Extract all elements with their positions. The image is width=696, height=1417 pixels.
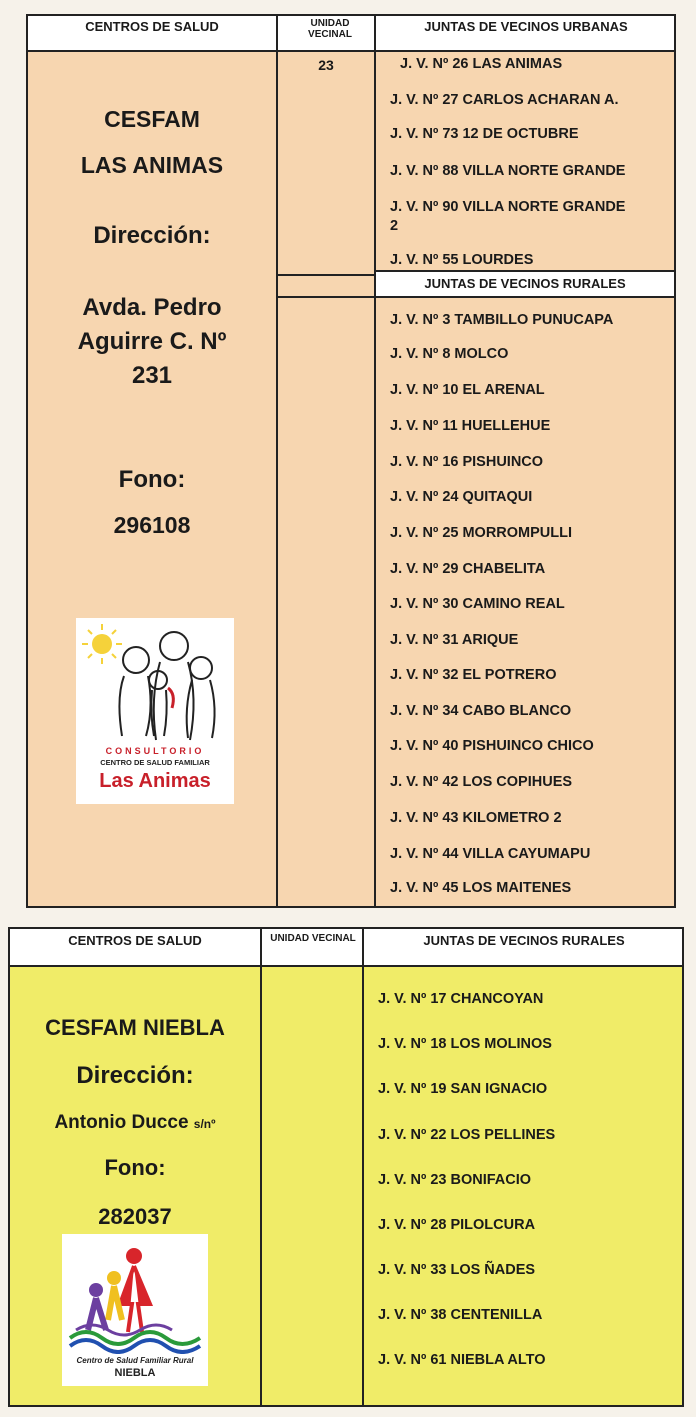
table1-rural-row: J. V. Nº 8 MOLCO	[390, 346, 509, 362]
table1-col-divider-1	[276, 14, 278, 908]
table2-phone: 282037	[98, 1204, 172, 1229]
table1-urbana-row: J. V. Nº 27 CARLOS ACHARAN A.	[390, 92, 619, 108]
table1-col-divider-2	[374, 14, 376, 908]
table2-rural-row: J. V. Nº 23 BONIFACIO	[378, 1172, 532, 1188]
table2-address-street: Antonio Ducce	[54, 1112, 189, 1133]
table1-rural-row: J. V. Nº 16 PISHUINCO	[390, 454, 544, 470]
table1-urbana-row: J. V. Nº 55 LOURDES	[390, 252, 534, 268]
table2-header-centros: CENTROS DE SALUD	[68, 933, 202, 948]
table1-unidad-split	[276, 274, 376, 276]
table1-rural-row: J. V. Nº 29 CHABELITA	[390, 561, 546, 577]
table2-header-unidad: UNIDAD VECINAL	[270, 933, 356, 944]
table2-rural-row: J. V. Nº 38 CENTENILLA	[378, 1307, 543, 1323]
table1-rural-row: J. V. Nº 40 PISHUINCO CHICO	[390, 738, 594, 754]
table1-rural-row: J. V. Nº 10 EL ARENAL	[390, 382, 545, 398]
table2-col-divider-2	[362, 927, 364, 1407]
table1-center-name: CESFAM	[104, 106, 200, 132]
table2-direccion-label: Dirección:	[76, 1062, 194, 1089]
table1-urbana-row: J. V. Nº 26 LAS ANIMAS	[400, 56, 563, 72]
table1-header-unidad: UNIDAD VECINAL	[308, 18, 352, 40]
las-animas-logo	[76, 618, 234, 804]
table1-rural-row: J. V. Nº 25 MORROMPULLI	[390, 525, 573, 541]
table1-header-urbanas: JUNTAS DE VECINOS URBANAS	[424, 19, 628, 34]
table2-rural-row: J. V. Nº 19 SAN IGNACIO	[378, 1081, 548, 1097]
table2-rural-row: J. V. Nº 61 NIEBLA ALTO	[378, 1352, 546, 1368]
logo-las-animas-text: Las Animas	[99, 770, 211, 792]
table1-urbana-row: J. V. Nº 90 VILLA NORTE GRANDE	[390, 199, 626, 215]
table1-rural-row: J. V. Nº 30 CAMINO REAL	[390, 596, 565, 612]
table2-col-divider-1	[260, 927, 262, 1407]
table1-rural-row: J. V. Nº 31 ARIQUE	[390, 632, 519, 648]
table1-urbana-row: J. V. Nº 73 12 DE OCTUBRE	[390, 126, 579, 142]
table1-address-2: Aguirre C. Nº	[77, 328, 227, 355]
table2-rural-row: J. V. Nº 33 LOS ÑADES	[378, 1262, 536, 1278]
people-waves-icon	[62, 1234, 208, 1354]
table1-address-3: 231	[131, 362, 173, 389]
table1-header-rurales: JUNTAS DE VECINOS RURALES	[424, 276, 626, 291]
table2-rural-row: J. V. Nº 18 LOS MOLINOS	[378, 1036, 552, 1052]
table2-address-suffix: s/nº	[193, 1117, 216, 1131]
table1-address-1: Avda. Pedro	[82, 294, 222, 321]
table1-rural-row: J. V. Nº 32 EL POTRERO	[390, 667, 557, 683]
logo-centro-rural-text: Centro de Salud Familiar Rural	[76, 1356, 194, 1365]
table1-rural-row: J. V. Nº 45 LOS MAITENES	[390, 880, 572, 896]
table1-center-name-2: LAS ANIMAS	[80, 152, 224, 178]
table2-header-rurales: JUNTAS DE VECINOS RURALES	[423, 933, 625, 948]
table1-rural-row: J. V. Nº 34 CABO BLANCO	[390, 703, 572, 719]
table1-rural-row: J. V. Nº 44 VILLA CAYUMAPU	[390, 846, 591, 862]
logo-centro-text: CENTRO DE SALUD FAMILIAR	[100, 758, 210, 767]
table2-address	[10, 1112, 260, 1134]
table1-header-centros: CENTROS DE SALUD	[85, 19, 219, 34]
table2-rural-row: J. V. Nº 28 PILOLCURA	[378, 1217, 536, 1233]
table1-rural-row: J. V. Nº 24 QUITAQUI	[390, 489, 533, 505]
table1-direccion-label: Dirección:	[93, 222, 211, 249]
table1-rural-row: J. V. Nº 3 TAMBILLO PUNUCAPA	[390, 312, 614, 328]
table1-fono-label: Fono:	[118, 466, 186, 493]
table2-fono-label: Fono:	[104, 1155, 166, 1180]
table1-unidad-vecinal-value: 23	[318, 57, 334, 73]
table1-rural-row: J. V. Nº 11 HUELLEHUE	[390, 418, 551, 434]
table2-rural-row: J. V. Nº 22 LOS PELLINES	[378, 1127, 556, 1143]
table2-rural-row: J. V. Nº 17 CHANCOYAN	[378, 991, 544, 1007]
table2-center-name: CESFAM NIEBLA	[45, 1015, 225, 1040]
logo-consultorio-text: CONSULTORIO	[105, 746, 205, 756]
table1-rural-row: J. V. Nº 42 LOS COPIHUES	[390, 774, 573, 790]
table1-rural-row: J. V. Nº 43 KILOMETRO 2	[390, 810, 562, 826]
logo-niebla-text: NIEBLA	[114, 1367, 156, 1379]
family-illustration-icon	[76, 618, 234, 748]
table1-urbana-row: J. V. Nº 88 VILLA NORTE GRANDE	[390, 163, 626, 179]
niebla-logo	[62, 1234, 208, 1386]
table1-unidad-split-2	[276, 296, 376, 298]
table1-phone: 296108	[113, 512, 191, 538]
table1-urbana-row: 2	[390, 218, 399, 234]
